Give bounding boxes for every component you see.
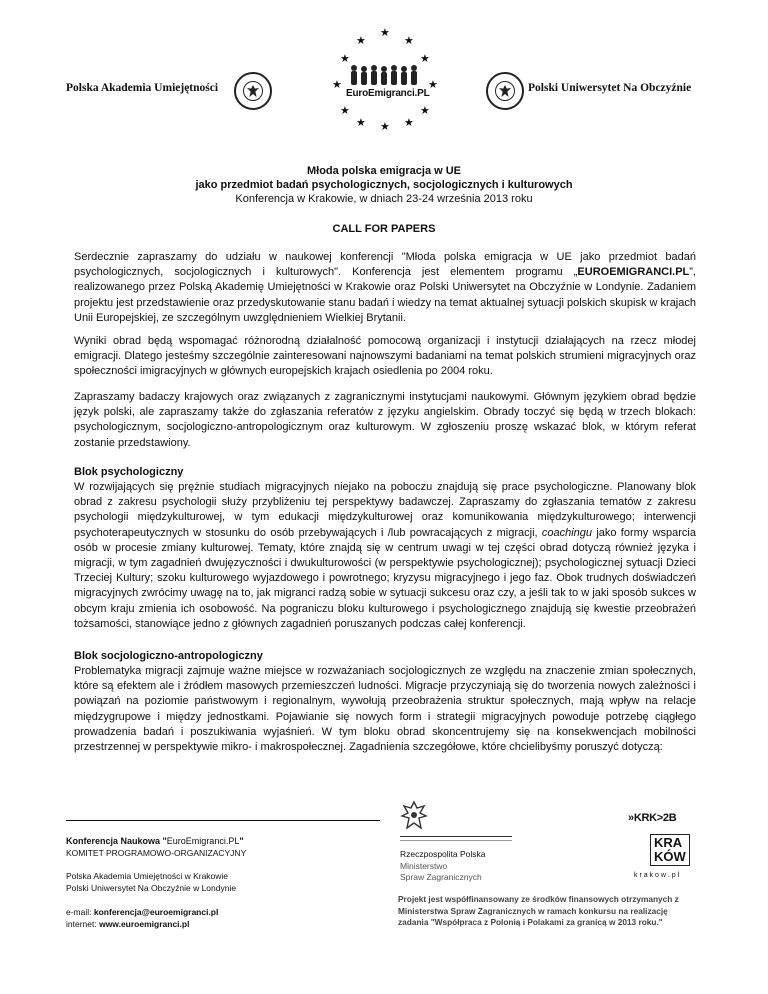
heading-soc-block: Blok socjologiczno-antropologiczny bbox=[74, 650, 263, 662]
pau-seal-icon bbox=[234, 72, 272, 110]
title-line-1: Młoda polska emigracja w UE bbox=[306, 165, 462, 177]
funding-note: Projekt jest współfinansowany ze środków finansowych otrzymanych z Ministerstwa Spraw Zagranicznych w ramach konkursu na realizację zadania "Współpraca z Polonią i Polakami za granicą w 2013 roku." bbox=[398, 894, 679, 927]
footer-website[interactable]: internet: www.euroemigranci.pl bbox=[66, 919, 190, 929]
heading-psych-block: Blok psychologiczny bbox=[74, 466, 184, 478]
people-silhouettes-icon bbox=[348, 64, 424, 86]
footer-org-2: Polski Uniwersytet Na Obczyźnie w Londynie bbox=[66, 883, 237, 893]
puno-seal-icon bbox=[486, 72, 524, 110]
left-org-name: Polska Akademia Umiejętności bbox=[66, 82, 219, 94]
right-org-name: Polski Uniwersytet Na Obczyźnie bbox=[528, 82, 692, 94]
footer-conference: Konferencja Naukowa "EuroEmigranci.PL" bbox=[66, 836, 244, 846]
krk-logo-text: »KRK>2B bbox=[628, 812, 677, 824]
ministry-line-3: Spraw Zagranicznych bbox=[400, 872, 482, 882]
paragraph-psych-block: W rozwijających się prężnie studiach migracyjnych niejako na poboczu znajdują się prace psychologiczne. Planowany blok obrad z zakresu psychologii służy przybliżeniu tej perspektywy badawczej. Zapraszamy do zgłaszania tematów z zakresu psychologii międzykulturowej, w tym edukacji międzykulturowej oraz komunikowania międzykulturowego; interwencji psychoterapeutycznych w stosunku do osób przebywających i /lub powracających z migracji, coachingu jako formy wsparcia osób w procesie zmiany kulturowej. Tematy, które znajdą się w centrum uwagi w tej części obrad dotyczą również języka i migracji, w tym zagadnień dwujęzyczności i dwukulturowości (w perspektywie psychologicznej); psychologicznej sytuacji Dzieci Trzeciej Kultury; szoku kulturowego wyjazdowego i powrotnego; kryzysu migracyjnego i jego faz. Obok trudnych doświadczeń migracyjnych zwrócimy uwagę na to, jak migranci radzą sobie w sytuacji sukcesu oraz czy, a jeśli tak to w jaki sposób sukces w obcym kraju zmienia ich osobowość. Na pograniczu bloku kulturowego i psychologicznego znajdują się kwestie przeobrażeń tożsamości, stanowiące jedno z głównych zagadnień poruszanych podczas całej konferencji. bbox=[74, 481, 696, 630]
footer-rule bbox=[66, 820, 380, 821]
title-line-2: jako przedmiot badań psychologicznych, socjologicznych i kulturowych bbox=[195, 179, 573, 191]
paragraph-intro: Serdecznie zapraszamy do udziału w naukowej konferencji "Młoda polska emigracja w UE jako przedmiot badań psychologicznych, socjologicznych i kulturowych". Konferencja jest elementem programu „EUROEMIGRANCI.PL”, realizowanego przez Polską Akademię Umiejętności w Krakowie oraz Polski Uniwersytet na Obczyźnie w Londynie. Zadaniem projektu jest przedstawienie oraz przedyskutowanie stanu badań i wiedzy na temat aktualnej sytuacji polskich skupisk w krajach Unii Europejskiej, ze szczególnym uwzględnieniem Wielkiej Brytanii. bbox=[74, 251, 696, 324]
footer-email[interactable]: e-mail: konferencja@euroemigranci.pl bbox=[66, 907, 219, 917]
euroemigranci-logo: ★ ★ ★ ★ ★ ★ ★ ★ ★ ★ ★ ★ EuroEmigranci.PL bbox=[332, 27, 438, 133]
paragraph-invitation: Zapraszamy badaczy krajowych oraz związanych z zagranicznymi instytucjami naukowymi. Głównym językiem obrad będzie język polski, ale zapraszamy także do zgłaszania referatów z języku angielskim. Obrady toczyć się będą w trzech blokach: psychologicznym, socjologiczno-antropologicznym oraz kulturowym. W zgłoszeniu proszę wskazać blok, w którym referat zostanie przedstawiony. bbox=[74, 391, 696, 449]
call-for-papers-heading: CALL FOR PAPERS bbox=[332, 223, 436, 235]
ministry-rule-2 bbox=[400, 840, 512, 841]
krakow-logo bbox=[650, 834, 690, 866]
ministry-line-1: Rzeczpospolita Polska bbox=[400, 849, 486, 859]
paragraph-aims: Wyniki obrad będą wspomagać różnorodną działalność pomocową organizacji i instytucji działających na rzecz młodej emigracji. Dlatego jesteśmy szczególnie zainteresowani najnowszymi badaniami na temat polskich strumieni migracyjnych oraz społeczności imigracyjnych w głównych europejskich krajach osiedlenia po 2004 roku. bbox=[74, 335, 696, 378]
title-line-3: Konferencja w Krakowie, w dniach 23-24 września 2013 roku bbox=[235, 193, 533, 205]
krakow-logo-line-2: KÓW bbox=[654, 849, 686, 864]
krakow-logo-line-1: KRA bbox=[654, 835, 683, 850]
ministry-line-2: Ministerstwo bbox=[400, 861, 448, 871]
krakow-url: k r a k o w . p l bbox=[634, 872, 680, 879]
footer-org-1: Polska Akademia Umiejętności w Krakowie bbox=[66, 871, 229, 881]
ministry-rule bbox=[400, 836, 512, 837]
footer-committee: KOMITET PROGRAMOWO-ORGANIZACYJNY bbox=[66, 848, 247, 858]
paragraph-soc-block: Problematyka migracji zajmuje ważne miejsce w rozważaniach socjologicznych ze względu na znaczenie zmian społecznych, które są efektem ale i źródłem masowych przemieszczeń ludności. Migracje przyczyniają się do tworzenia nowych zależności i powiązań na poziomie państwowym i regionalnym, wywołują przeobrażenia struktur społecznych, mają wpływ na relacje międzygrupowe i między jednostkami. Pojawianie się nowych form i strategii migracyjnych powoduje potrzebę ciągłego prowadzenia badań i poszukiwania wyjaśnień. W tym bloku obrad skoncentrujemy się na konsekwencjach mobilności przestrzennej w perspektywie mikro- i makrospołecznej. Zagadnienia szczegółowe, które chcielibyśmy poruszyć dotyczą: bbox=[74, 665, 696, 754]
logo-text: EuroEmigranci.PL bbox=[346, 88, 430, 99]
polish-eagle-icon bbox=[400, 800, 428, 832]
